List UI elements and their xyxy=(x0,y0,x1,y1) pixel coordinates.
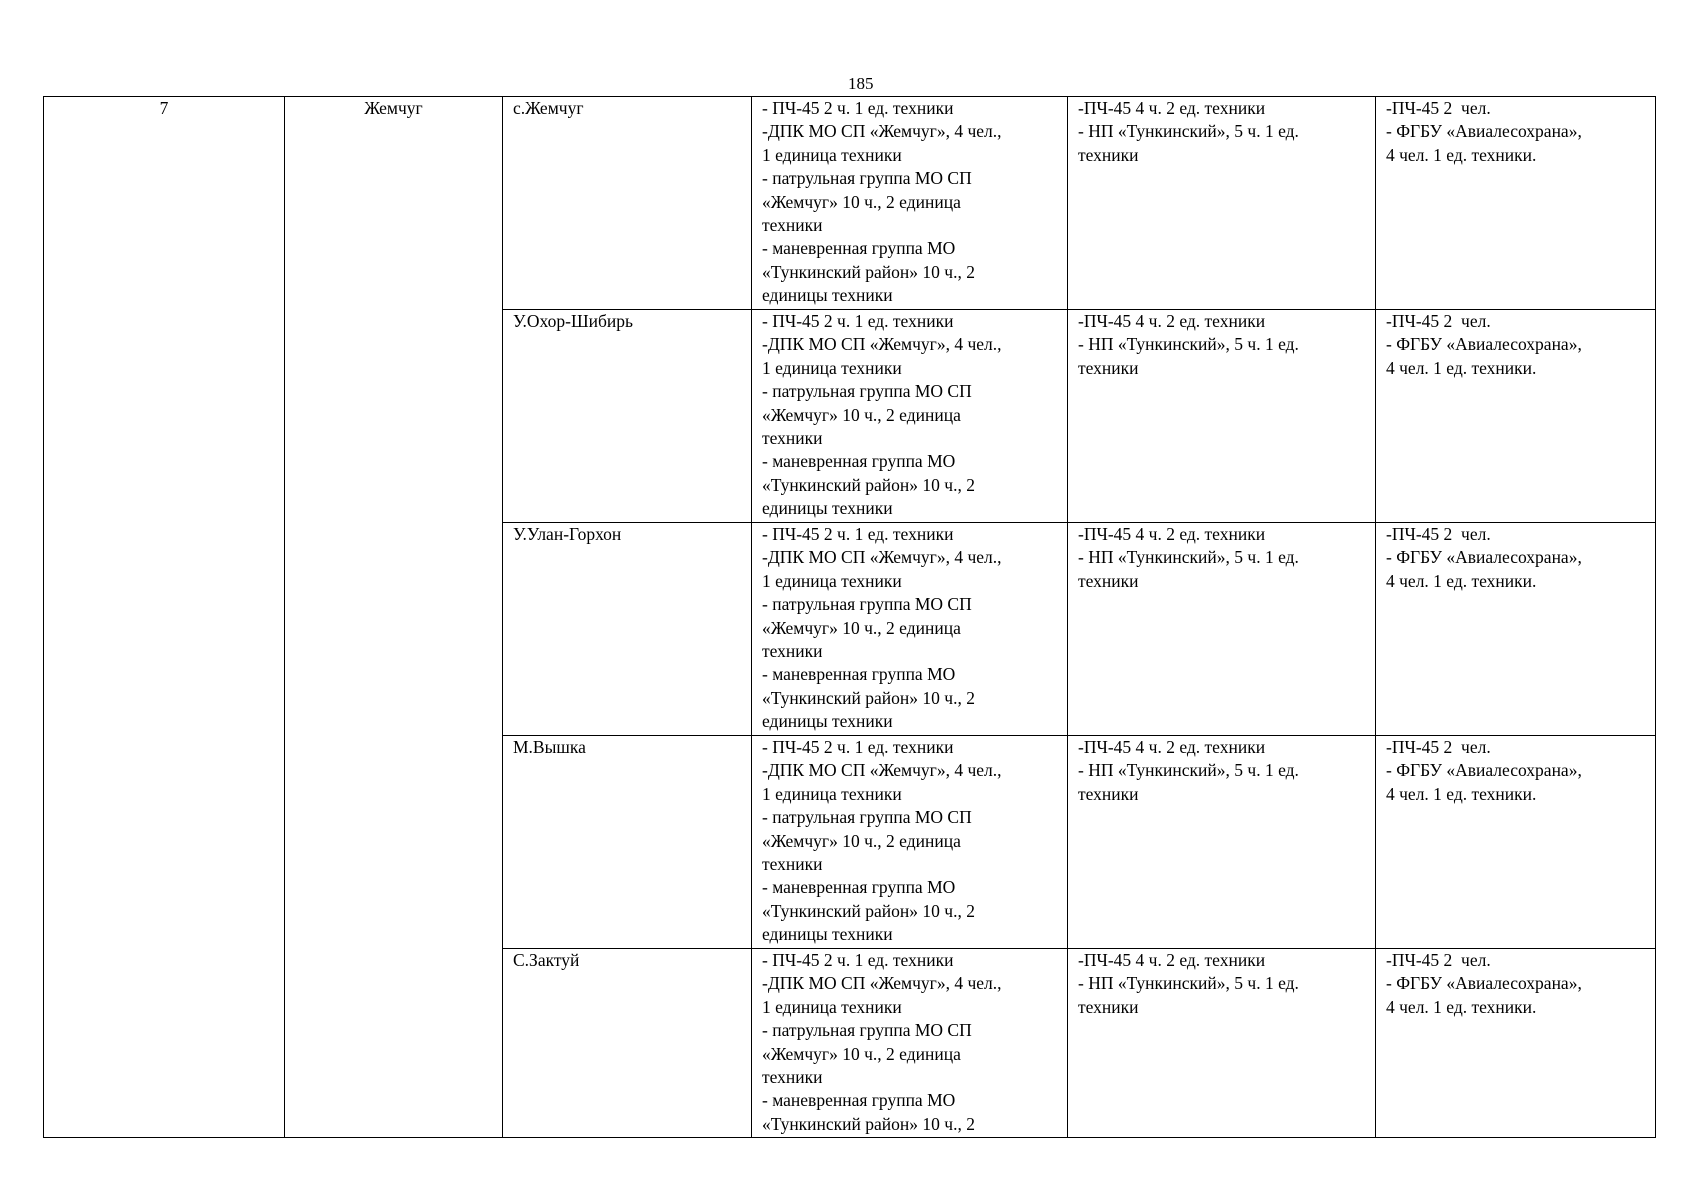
cell-text-line: -ДПК МО СП «Жемчуг», 4 чел., xyxy=(762,121,1002,142)
cell-text-line: - НП «Тункинский», 5 ч. 1 ед. xyxy=(1078,973,1299,994)
cell-text-line: -ДПК МО СП «Жемчуг», 4 чел., xyxy=(762,973,1002,994)
cell-text-line: - маневренная группа МО xyxy=(762,664,956,685)
cell-text-line: -ДПК МО СП «Жемчуг», 4 чел., xyxy=(762,760,1002,781)
cell-text-line: - маневренная группа МО xyxy=(762,238,956,259)
cell-text-line: 4 чел. 1 ед. техники. xyxy=(1386,357,1537,378)
cell-text-line: «Тункинский район» 10 ч., 2 xyxy=(762,474,975,495)
cell-text-line: техники xyxy=(1078,996,1139,1017)
forces-level-1-cell xyxy=(752,523,1068,736)
cell-text-line: -ДПК МО СП «Жемчуг», 4 чел., xyxy=(762,547,1002,568)
cell-text-line: - патрульная группа МО СП xyxy=(762,168,972,189)
cell-text-line: техники xyxy=(1078,144,1139,165)
cell-text-line: «Тункинский район» 10 ч., 2 xyxy=(762,1113,975,1134)
cell-text-line: 4 чел. 1 ед. техники. xyxy=(1386,570,1537,591)
cell-text-line: 1 единица техники xyxy=(762,357,902,378)
settlement-cell: с.Жемчуг xyxy=(503,97,752,310)
cell-text-line: техники xyxy=(1078,783,1139,804)
cell-text-line: 1 единица техники xyxy=(762,783,902,804)
forces-level-1-cell xyxy=(752,736,1068,949)
cell-text-line: - ПЧ-45 2 ч. 1 ед. техники xyxy=(762,311,954,331)
cell-text-line: «Жемчуг» 10 ч., 2 единица xyxy=(762,830,961,851)
forces-level-2-cell xyxy=(1068,310,1376,523)
cell-text-line: 1 единица техники xyxy=(762,570,902,591)
cell-text-line: - ПЧ-45 2 ч. 1 ед. техники xyxy=(762,950,954,970)
cell-text-line: техники xyxy=(762,641,823,662)
cell-text-line: - патрульная группа МО СП xyxy=(762,1020,972,1041)
forces-level-2-cell xyxy=(1068,523,1376,736)
cell-text-line: «Тункинский район» 10 ч., 2 xyxy=(762,687,975,708)
table-row xyxy=(44,97,1656,310)
cell-text-line: - НП «Тункинский», 5 ч. 1 ед. xyxy=(1078,547,1299,568)
cell-text-line: «Жемчуг» 10 ч., 2 единица xyxy=(762,191,961,212)
cell-text-line: -ПЧ-45 4 ч. 2 ед. техники xyxy=(1078,98,1266,118)
cell-text-line: - ФГБУ «Авиалесохрана», xyxy=(1386,547,1582,568)
forces-level-2-cell xyxy=(1068,949,1376,1138)
cell-text-line: -ПЧ-45 4 ч. 2 ед. техники xyxy=(1078,950,1266,970)
cell-text-line: 4 чел. 1 ед. техники. xyxy=(1386,144,1537,165)
cell-text-line: - ФГБУ «Авиалесохрана», xyxy=(1386,121,1582,142)
cell-text-line: - патрульная группа МО СП xyxy=(762,381,972,402)
cell-text-line: - ПЧ-45 2 ч. 1 ед. техники xyxy=(762,524,954,544)
cell-text-line: -ПЧ-45 2 чел. xyxy=(1386,950,1491,970)
cell-text-line: 4 чел. 1 ед. техники. xyxy=(1386,996,1537,1017)
forces-table xyxy=(43,96,1656,1138)
cell-text-line: - патрульная группа МО СП xyxy=(762,807,972,828)
cell-text-line: - ФГБУ «Авиалесохрана», xyxy=(1386,973,1582,994)
cell-text-line: единицы техники xyxy=(762,285,893,306)
forces-level-3-cell xyxy=(1376,736,1656,949)
cell-text-line: - маневренная группа МО xyxy=(762,451,956,472)
cell-text-line: - ПЧ-45 2 ч. 1 ед. техники xyxy=(762,98,954,118)
forces-level-2-cell xyxy=(1068,736,1376,949)
cell-text-line: техники xyxy=(762,215,823,236)
forces-level-1-cell xyxy=(752,97,1068,310)
district-number: 7 xyxy=(44,97,285,1138)
page-number: 185 xyxy=(848,74,874,93)
cell-text-line: -ПЧ-45 2 чел. xyxy=(1386,311,1491,331)
cell-text-line: «Жемчуг» 10 ч., 2 единица xyxy=(762,1043,961,1064)
cell-text-line: техники xyxy=(762,1067,823,1088)
cell-text-line: «Жемчуг» 10 ч., 2 единица xyxy=(762,617,961,638)
cell-text-line: -ПЧ-45 4 ч. 2 ед. техники xyxy=(1078,524,1266,544)
forces-level-3-cell xyxy=(1376,949,1656,1138)
settlement-cell: У.Охор-Шибирь xyxy=(503,310,752,523)
cell-text-line: -ПЧ-45 2 чел. xyxy=(1386,98,1491,118)
cell-text-line: - маневренная группа МО xyxy=(762,877,956,898)
cell-text-line: «Тункинский район» 10 ч., 2 xyxy=(762,261,975,282)
forces-level-1-cell xyxy=(752,310,1068,523)
cell-text-line: - маневренная группа МО xyxy=(762,1090,956,1111)
forces-level-2-cell xyxy=(1068,97,1376,310)
cell-text-line: «Тункинский район» 10 ч., 2 xyxy=(762,900,975,921)
settlement-cell: С.Зактуй xyxy=(503,949,752,1138)
cell-text-line: техники xyxy=(1078,570,1139,591)
district-name: Жемчуг xyxy=(285,97,503,1138)
cell-text-line: «Жемчуг» 10 ч., 2 единица xyxy=(762,404,961,425)
cell-text-line: - НП «Тункинский», 5 ч. 1 ед. xyxy=(1078,121,1299,142)
forces-level-3-cell xyxy=(1376,310,1656,523)
cell-text-line: -ПЧ-45 2 чел. xyxy=(1386,737,1491,757)
settlement-cell: У.Улан-Горхон xyxy=(503,523,752,736)
cell-text-line: 4 чел. 1 ед. техники. xyxy=(1386,783,1537,804)
cell-text-line: 1 единица техники xyxy=(762,144,902,165)
forces-level-3-cell xyxy=(1376,523,1656,736)
forces-level-1-cell xyxy=(752,949,1068,1138)
forces-level-3-cell xyxy=(1376,97,1656,310)
settlement-cell: М.Вышка xyxy=(503,736,752,949)
cell-text-line: техники xyxy=(1078,357,1139,378)
cell-text-line: 1 единица техники xyxy=(762,996,902,1017)
cell-text-line: - НП «Тункинский», 5 ч. 1 ед. xyxy=(1078,760,1299,781)
cell-text-line: - ФГБУ «Авиалесохрана», xyxy=(1386,334,1582,355)
cell-text-line: единицы техники xyxy=(762,498,893,519)
cell-text-line: -ПЧ-45 4 ч. 2 ед. техники xyxy=(1078,737,1266,757)
cell-text-line: -ДПК МО СП «Жемчуг», 4 чел., xyxy=(762,334,1002,355)
cell-text-line: -ПЧ-45 4 ч. 2 ед. техники xyxy=(1078,311,1266,331)
cell-text-line: -ПЧ-45 2 чел. xyxy=(1386,524,1491,544)
cell-text-line: единицы техники xyxy=(762,924,893,945)
cell-text-line: - НП «Тункинский», 5 ч. 1 ед. xyxy=(1078,334,1299,355)
cell-text-line: техники xyxy=(762,854,823,875)
cell-text-line: - ПЧ-45 2 ч. 1 ед. техники xyxy=(762,737,954,757)
cell-text-line: - патрульная группа МО СП xyxy=(762,594,972,615)
cell-text-line: техники xyxy=(762,428,823,449)
cell-text-line: - ФГБУ «Авиалесохрана», xyxy=(1386,760,1582,781)
cell-text-line: единицы техники xyxy=(762,711,893,732)
